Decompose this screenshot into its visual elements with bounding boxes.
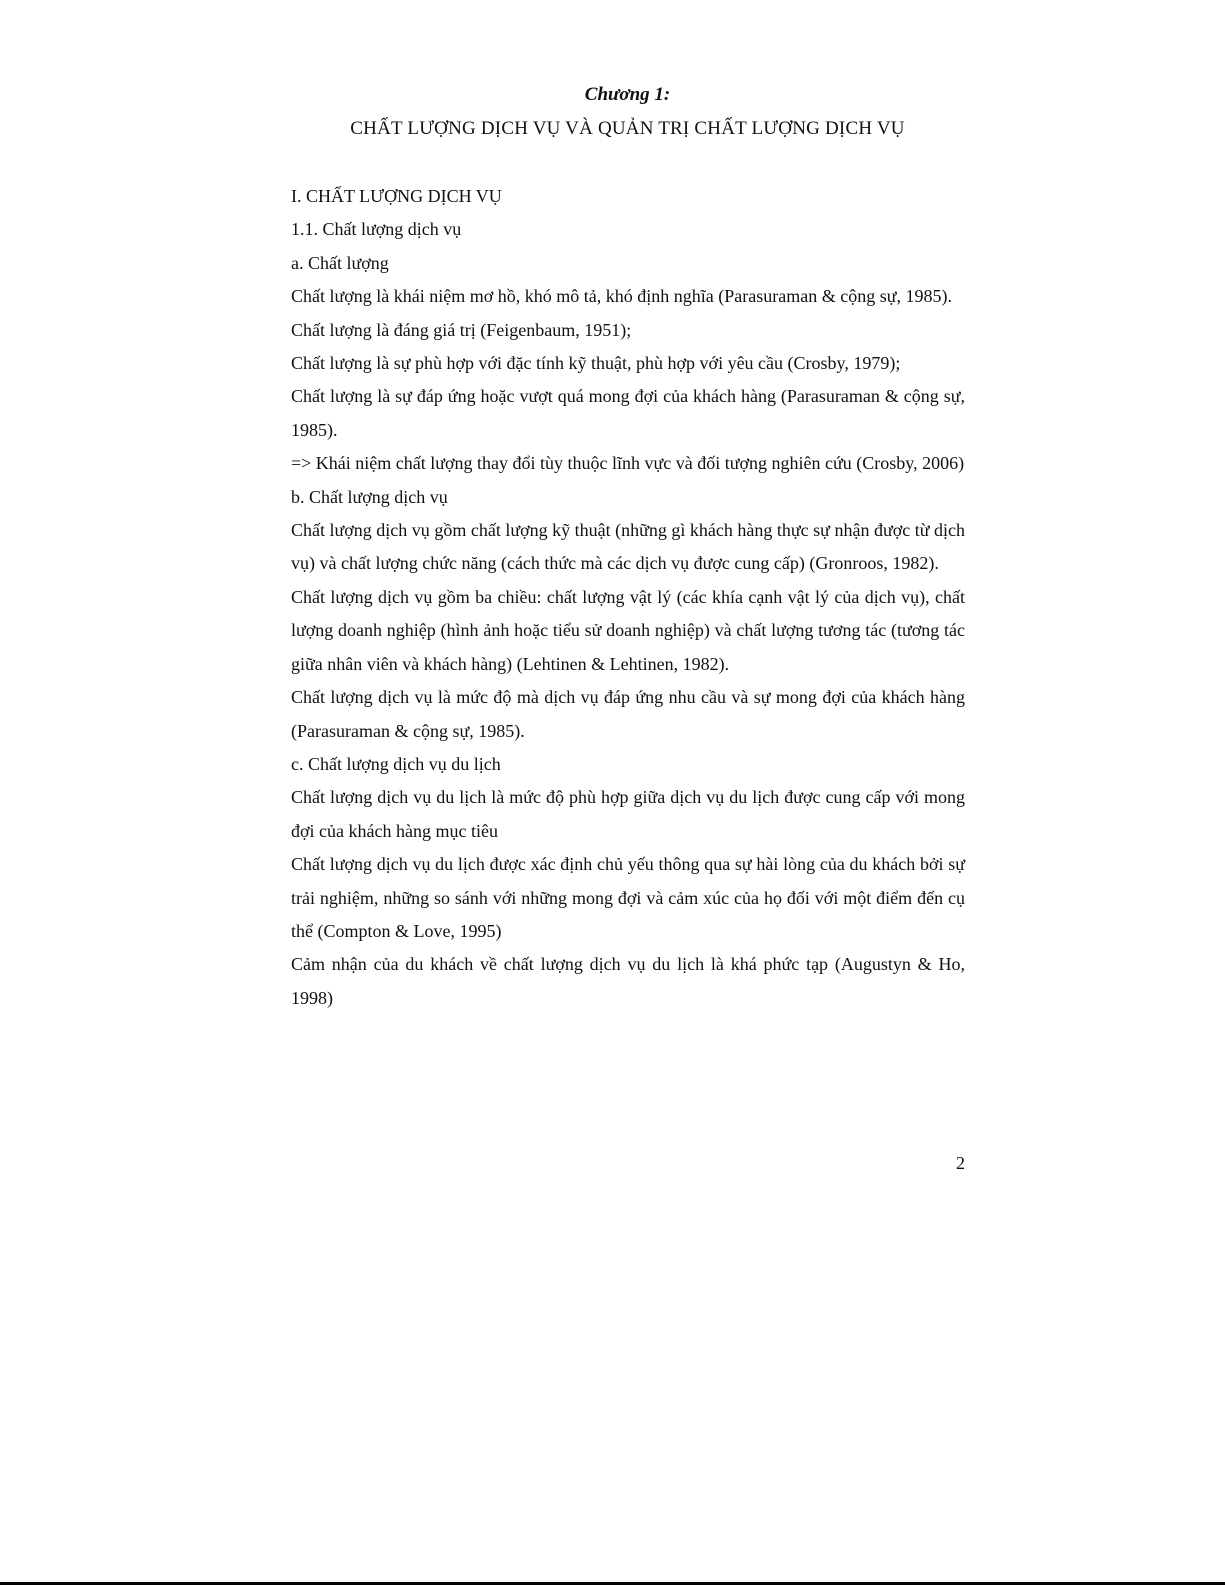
paragraph: Chất lượng dịch vụ gồm ba chiều: chất lượng vật lý (các khía cạnh vật lý của dịch vụ), chất lượng doanh nghiệp (hình ảnh hoặc tiểu sử doanh nghiệp) và chất lượng tương tác (tương tác giữa nhân viên và khách hàng) (Lehtinen & Lehtinen, 1982). [291,586,965,674]
chapter-label: Chương 1: [584,84,671,105]
paragraph: Chất lượng là sự đáp ứng hoặc vượt quá mong đợi của khách hàng (Parasuraman & cộng sự, 1985). [291,386,965,440]
paragraph: Chất lượng dịch vụ du lịch là mức độ phù hợp giữa dịch vụ du lịch được cung cấp với mong đợi của khách hàng mục tiêu [291,787,965,841]
paragraph: Cảm nhận của du khách về chất lượng dịch vụ du lịch là khá phức tạp (Augustyn & Ho, 1998) [291,954,965,1008]
paragraph: Chất lượng dịch vụ gồm chất lượng kỹ thuật (những gì khách hàng thực sự nhận được từ dịch vụ) và chất lượng chức năng (cách thức mà các dịch vụ được cung cấp) (Gronroos, 1982). [291,520,965,574]
section-heading: I. CHẤT LƯỢNG DỊCH VỤ [291,186,502,206]
paragraph: => Khái niệm chất lượng thay đổi tùy thuộc lĩnh vực và đối tượng nghiên cứu (Crosby, 2006) [291,453,965,474]
paragraph: Chất lượng là sự phù hợp với đặc tính kỹ thuật, phù hợp với yêu cầu (Crosby, 1979); [291,353,901,374]
chapter-title: CHẤT LƯỢNG DỊCH VỤ VÀ QUẢN TRỊ CHẤT LƯỢNG DỊCH VỤ [350,118,905,139]
heading-b: b. Chất lượng dịch vụ [291,486,448,507]
paragraph: Chất lượng là khái niệm mơ hồ, khó mô tả, khó định nghĩa (Parasuraman & cộng sự, 1985). [291,286,952,307]
page-number: 2 [956,1153,965,1173]
subsection-heading: 1.1. Chất lượng dịch vụ [291,219,462,240]
heading-a: a. Chất lượng [291,252,389,273]
heading-c: c. Chất lượng dịch vụ du lịch [291,753,501,774]
paragraph: Chất lượng dịch vụ du lịch được xác định chủ yếu thông qua sự hài lòng của du khách bởi sự trải nghiệm, những so sánh với những mong đợi và cảm xúc của họ đối với một điểm đến cụ thể (Compton & Love, 1995) [291,854,965,941]
paragraph: Chất lượng dịch vụ là mức độ mà dịch vụ đáp ứng nhu cầu và sự mong đợi của khách hàng (Parasuraman & cộng sự, 1985). [291,687,965,741]
body-text [291,180,965,1015]
paragraph: Chất lượng là đáng giá trị (Feigenbaum, 1951); [291,319,632,340]
